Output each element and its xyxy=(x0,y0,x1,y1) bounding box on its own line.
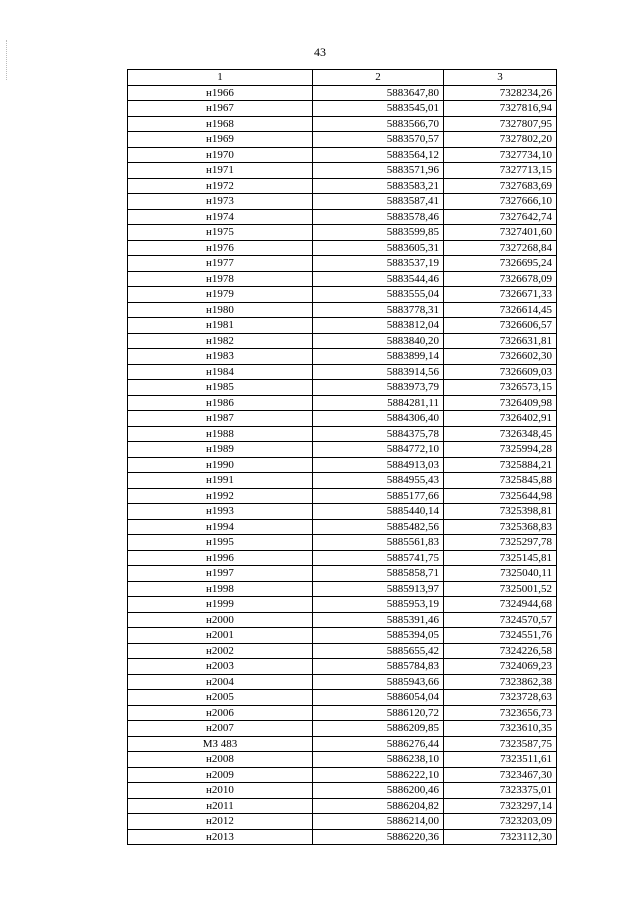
y-coordinate-cell: 7323610,35 xyxy=(444,721,557,737)
y-coordinate-cell: 7326695,24 xyxy=(444,256,557,272)
y-coordinate-cell: 7325040,11 xyxy=(444,566,557,582)
y-coordinate-cell: 7323511,61 xyxy=(444,752,557,768)
x-coordinate-cell: 5885391,46 xyxy=(313,612,444,628)
point-id-cell: н2006 xyxy=(128,705,313,721)
point-id-cell: н2004 xyxy=(128,674,313,690)
point-id-cell: н1986 xyxy=(128,395,313,411)
point-id-cell: н1967 xyxy=(128,101,313,117)
y-coordinate-cell: 7325297,78 xyxy=(444,535,557,551)
table-row xyxy=(128,442,557,458)
table-row xyxy=(128,721,557,737)
column-header-y: 3 xyxy=(444,70,557,86)
table-row xyxy=(128,116,557,132)
table-row xyxy=(128,209,557,225)
y-coordinate-cell: 7324069,23 xyxy=(444,659,557,675)
y-coordinate-cell: 7327666,10 xyxy=(444,194,557,210)
table-row xyxy=(128,395,557,411)
table-row xyxy=(128,566,557,582)
x-coordinate-cell: 5883973,79 xyxy=(313,380,444,396)
x-coordinate-cell: 5883555,04 xyxy=(313,287,444,303)
x-coordinate-cell: 5884375,78 xyxy=(313,426,444,442)
point-id-cell: н2011 xyxy=(128,798,313,814)
table-header-row xyxy=(128,70,557,86)
y-coordinate-cell: 7325368,83 xyxy=(444,519,557,535)
x-coordinate-cell: 5883778,31 xyxy=(313,302,444,318)
x-coordinate-cell: 5883605,31 xyxy=(313,240,444,256)
y-coordinate-cell: 7325994,28 xyxy=(444,442,557,458)
y-coordinate-cell: 7326402,91 xyxy=(444,411,557,427)
x-coordinate-cell: 5883537,19 xyxy=(313,256,444,272)
point-id-cell: н1988 xyxy=(128,426,313,442)
point-id-cell: н1975 xyxy=(128,225,313,241)
x-coordinate-cell: 5883566,70 xyxy=(313,116,444,132)
table-row xyxy=(128,318,557,334)
y-coordinate-cell: 7328234,26 xyxy=(444,85,557,101)
x-coordinate-cell: 5885913,97 xyxy=(313,581,444,597)
point-id-cell: н1984 xyxy=(128,364,313,380)
x-coordinate-cell: 5883840,20 xyxy=(313,333,444,349)
x-coordinate-cell: 5885953,19 xyxy=(313,597,444,613)
x-coordinate-cell: 5885741,75 xyxy=(313,550,444,566)
table-row xyxy=(128,767,557,783)
table-row xyxy=(128,628,557,644)
point-id-cell: н1979 xyxy=(128,287,313,303)
y-coordinate-cell: 7325001,52 xyxy=(444,581,557,597)
table-row xyxy=(128,457,557,473)
y-coordinate-cell: 7326678,09 xyxy=(444,271,557,287)
table-row xyxy=(128,101,557,117)
x-coordinate-cell: 5886209,85 xyxy=(313,721,444,737)
y-coordinate-cell: 7326631,81 xyxy=(444,333,557,349)
point-id-cell: н1971 xyxy=(128,163,313,179)
x-coordinate-cell: 5883647,80 xyxy=(313,85,444,101)
point-id-cell: н1973 xyxy=(128,194,313,210)
y-coordinate-cell: 7327807,95 xyxy=(444,116,557,132)
y-coordinate-cell: 7323375,01 xyxy=(444,783,557,799)
table-row xyxy=(128,705,557,721)
y-coordinate-cell: 7323728,63 xyxy=(444,690,557,706)
point-id-cell: н1987 xyxy=(128,411,313,427)
x-coordinate-cell: 5886276,44 xyxy=(313,736,444,752)
x-coordinate-cell: 5885561,83 xyxy=(313,535,444,551)
table-row xyxy=(128,364,557,380)
y-coordinate-cell: 7325644,98 xyxy=(444,488,557,504)
table-row xyxy=(128,674,557,690)
point-id-cell: н1978 xyxy=(128,271,313,287)
point-id-cell: н1996 xyxy=(128,550,313,566)
y-coordinate-cell: 7327802,20 xyxy=(444,132,557,148)
y-coordinate-cell: 7327642,74 xyxy=(444,209,557,225)
x-coordinate-cell: 5884913,03 xyxy=(313,457,444,473)
x-coordinate-cell: 5886238,10 xyxy=(313,752,444,768)
page-number: 43 xyxy=(314,45,326,59)
x-coordinate-cell: 5885482,56 xyxy=(313,519,444,535)
x-coordinate-cell: 5883899,14 xyxy=(313,349,444,365)
table-row xyxy=(128,612,557,628)
point-id-cell: н1981 xyxy=(128,318,313,334)
x-coordinate-cell: 5884772,10 xyxy=(313,442,444,458)
table-row xyxy=(128,752,557,768)
x-coordinate-cell: 5883564,12 xyxy=(313,147,444,163)
point-id-cell: н1980 xyxy=(128,302,313,318)
table-row xyxy=(128,814,557,830)
table-body xyxy=(128,85,557,845)
y-coordinate-cell: 7326348,45 xyxy=(444,426,557,442)
point-id-cell: н2005 xyxy=(128,690,313,706)
x-coordinate-cell: 5883578,46 xyxy=(313,209,444,225)
y-coordinate-cell: 7325145,81 xyxy=(444,550,557,566)
y-coordinate-cell: 7326573,15 xyxy=(444,380,557,396)
table-row xyxy=(128,581,557,597)
table-row xyxy=(128,132,557,148)
point-id-cell: н1998 xyxy=(128,581,313,597)
coordinates-table xyxy=(127,69,557,845)
point-id-cell: н2013 xyxy=(128,829,313,845)
x-coordinate-cell: 5886220,36 xyxy=(313,829,444,845)
x-coordinate-cell: 5884281,11 xyxy=(313,395,444,411)
x-coordinate-cell: 5883544,46 xyxy=(313,271,444,287)
y-coordinate-cell: 7326614,45 xyxy=(444,302,557,318)
table-row xyxy=(128,643,557,659)
point-id-cell: н2010 xyxy=(128,783,313,799)
table-row xyxy=(128,519,557,535)
point-id-cell: н1977 xyxy=(128,256,313,272)
y-coordinate-cell: 7327683,69 xyxy=(444,178,557,194)
x-coordinate-cell: 5883812,04 xyxy=(313,318,444,334)
point-id-cell: н1991 xyxy=(128,473,313,489)
x-coordinate-cell: 5886204,82 xyxy=(313,798,444,814)
table-row xyxy=(128,163,557,179)
y-coordinate-cell: 7323587,75 xyxy=(444,736,557,752)
x-coordinate-cell: 5883587,41 xyxy=(313,194,444,210)
table-row xyxy=(128,411,557,427)
x-coordinate-cell: 5885858,71 xyxy=(313,566,444,582)
point-id-cell: н1989 xyxy=(128,442,313,458)
x-coordinate-cell: 5883571,96 xyxy=(313,163,444,179)
x-coordinate-cell: 5885440,14 xyxy=(313,504,444,520)
point-id-cell: н1969 xyxy=(128,132,313,148)
point-id-cell: н2012 xyxy=(128,814,313,830)
y-coordinate-cell: 7326409,98 xyxy=(444,395,557,411)
x-coordinate-cell: 5883570,57 xyxy=(313,132,444,148)
y-coordinate-cell: 7323297,14 xyxy=(444,798,557,814)
y-coordinate-cell: 7326602,30 xyxy=(444,349,557,365)
x-coordinate-cell: 5883599,85 xyxy=(313,225,444,241)
table-row xyxy=(128,597,557,613)
point-id-cell: н1992 xyxy=(128,488,313,504)
y-coordinate-cell: 7324944,68 xyxy=(444,597,557,613)
table-row xyxy=(128,550,557,566)
point-id-cell: н1968 xyxy=(128,116,313,132)
table-row xyxy=(128,194,557,210)
table-row xyxy=(128,240,557,256)
x-coordinate-cell: 5885784,83 xyxy=(313,659,444,675)
x-coordinate-cell: 5885177,66 xyxy=(313,488,444,504)
y-coordinate-cell: 7324226,58 xyxy=(444,643,557,659)
point-id-cell: н1966 xyxy=(128,85,313,101)
y-coordinate-cell: 7327268,84 xyxy=(444,240,557,256)
table-row xyxy=(128,147,557,163)
point-id-cell: н1974 xyxy=(128,209,313,225)
point-id-cell: н2007 xyxy=(128,721,313,737)
y-coordinate-cell: 7325884,21 xyxy=(444,457,557,473)
table-row xyxy=(128,85,557,101)
column-header-point: 1 xyxy=(128,70,313,86)
x-coordinate-cell: 5883914,56 xyxy=(313,364,444,380)
x-coordinate-cell: 5886054,04 xyxy=(313,690,444,706)
table-row xyxy=(128,473,557,489)
y-coordinate-cell: 7327401,60 xyxy=(444,225,557,241)
y-coordinate-cell: 7323112,30 xyxy=(444,829,557,845)
y-coordinate-cell: 7325398,81 xyxy=(444,504,557,520)
table-row xyxy=(128,535,557,551)
y-coordinate-cell: 7323862,38 xyxy=(444,674,557,690)
point-id-cell: МЗ 483 xyxy=(128,736,313,752)
y-coordinate-cell: 7324551,76 xyxy=(444,628,557,644)
x-coordinate-cell: 5885655,42 xyxy=(313,643,444,659)
x-coordinate-cell: 5885394,05 xyxy=(313,628,444,644)
table-row xyxy=(128,349,557,365)
point-id-cell: н2002 xyxy=(128,643,313,659)
point-id-cell: н2000 xyxy=(128,612,313,628)
column-header-x: 2 xyxy=(313,70,444,86)
y-coordinate-cell: 7326671,33 xyxy=(444,287,557,303)
x-coordinate-cell: 5886214,00 xyxy=(313,814,444,830)
x-coordinate-cell: 5884955,43 xyxy=(313,473,444,489)
x-coordinate-cell: 5886120,72 xyxy=(313,705,444,721)
y-coordinate-cell: 7323656,73 xyxy=(444,705,557,721)
table-row xyxy=(128,271,557,287)
x-coordinate-cell: 5886200,46 xyxy=(313,783,444,799)
y-coordinate-cell: 7326609,03 xyxy=(444,364,557,380)
point-id-cell: н1985 xyxy=(128,380,313,396)
x-coordinate-cell: 5886222,10 xyxy=(313,767,444,783)
y-coordinate-cell: 7323203,09 xyxy=(444,814,557,830)
table-row xyxy=(128,380,557,396)
table-row xyxy=(128,690,557,706)
table-row xyxy=(128,178,557,194)
point-id-cell: н1990 xyxy=(128,457,313,473)
y-coordinate-cell: 7324570,57 xyxy=(444,612,557,628)
table-row xyxy=(128,659,557,675)
point-id-cell: н2008 xyxy=(128,752,313,768)
table-row xyxy=(128,783,557,799)
table-row xyxy=(128,333,557,349)
y-coordinate-cell: 7327713,15 xyxy=(444,163,557,179)
table-row xyxy=(128,302,557,318)
table-row xyxy=(128,504,557,520)
point-id-cell: н1993 xyxy=(128,504,313,520)
y-coordinate-cell: 7327734,10 xyxy=(444,147,557,163)
point-id-cell: н2001 xyxy=(128,628,313,644)
point-id-cell: н1999 xyxy=(128,597,313,613)
table-row xyxy=(128,829,557,845)
x-coordinate-cell: 5885943,66 xyxy=(313,674,444,690)
point-id-cell: н1982 xyxy=(128,333,313,349)
x-coordinate-cell: 5883583,21 xyxy=(313,178,444,194)
table-row xyxy=(128,256,557,272)
point-id-cell: н1970 xyxy=(128,147,313,163)
point-id-cell: н1997 xyxy=(128,566,313,582)
table-row xyxy=(128,225,557,241)
y-coordinate-cell: 7327816,94 xyxy=(444,101,557,117)
point-id-cell: н2009 xyxy=(128,767,313,783)
x-coordinate-cell: 5883545,01 xyxy=(313,101,444,117)
table-row xyxy=(128,287,557,303)
table-row xyxy=(128,736,557,752)
x-coordinate-cell: 5884306,40 xyxy=(313,411,444,427)
point-id-cell: н1976 xyxy=(128,240,313,256)
table-row xyxy=(128,488,557,504)
y-coordinate-cell: 7325845,88 xyxy=(444,473,557,489)
point-id-cell: н1994 xyxy=(128,519,313,535)
point-id-cell: н1995 xyxy=(128,535,313,551)
point-id-cell: н1983 xyxy=(128,349,313,365)
point-id-cell: н1972 xyxy=(128,178,313,194)
table-row xyxy=(128,798,557,814)
y-coordinate-cell: 7326606,57 xyxy=(444,318,557,334)
table-row xyxy=(128,426,557,442)
point-id-cell: н2003 xyxy=(128,659,313,675)
y-coordinate-cell: 7323467,30 xyxy=(444,767,557,783)
